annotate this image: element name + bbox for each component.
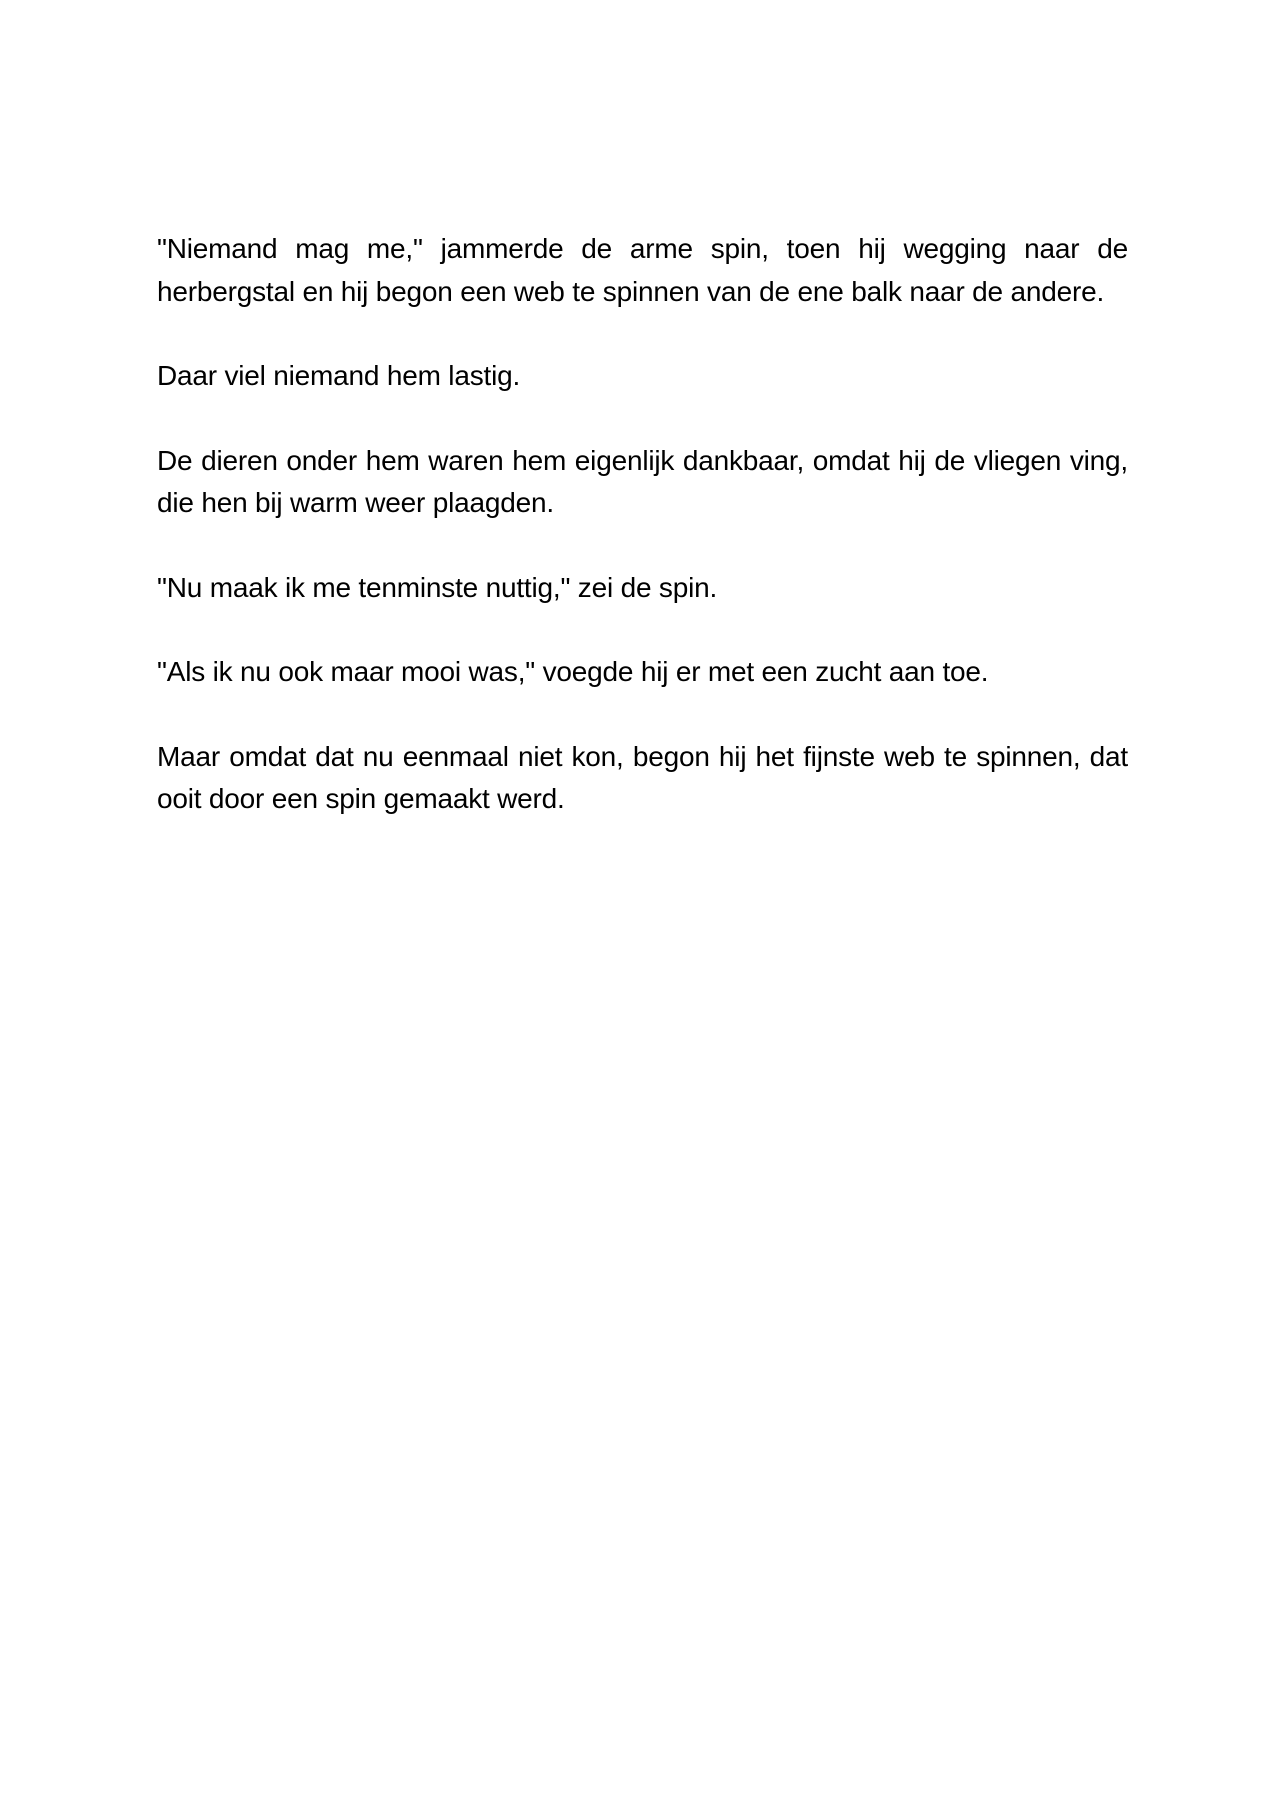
document-body [157, 228, 1128, 863]
paragraph: "Niemand mag me," jammerde de arme spin, toen hij wegging naar de herbergstal en hij begon een web te spinnen van de ene balk naar de andere. [157, 233, 1128, 307]
paragraph: Daar viel niemand hem lastig. [157, 360, 521, 391]
paragraph: "Nu maak ik me tenminste nuttig," zei de spin. [157, 571, 718, 603]
paragraph: Maar omdat dat nu eenmaal niet kon, begon hij het fijnste web te spinnen, dat ooit door een spin gemaakt werd. [157, 740, 1128, 814]
paragraph: De dieren onder hem waren hem eigenlijk dankbaar, omdat hij de vliegen ving, die hen bij warm weer plaagden. [157, 444, 1128, 518]
paragraph: "Als ik nu ook maar mooi was," voegde hij er met een zucht aan toe. [157, 656, 989, 687]
